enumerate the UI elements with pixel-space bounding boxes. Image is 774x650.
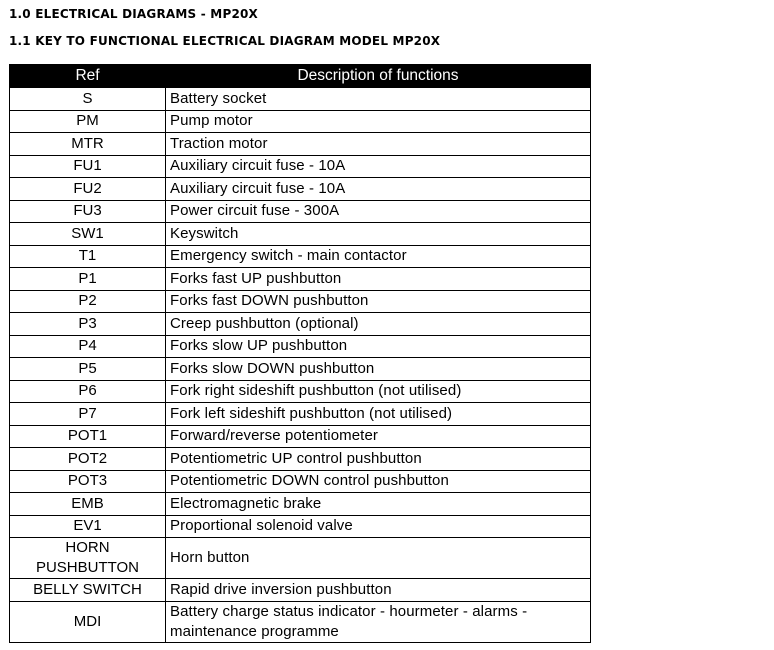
table-row bbox=[10, 515, 591, 538]
ref-cell: FU2 bbox=[10, 178, 166, 201]
table-row bbox=[10, 538, 591, 579]
ref-cell: P4 bbox=[10, 335, 166, 358]
ref-cell: MTR bbox=[10, 133, 166, 156]
description-column-header: Description of functions bbox=[166, 65, 591, 88]
description-cell: Forks slow UP pushbutton bbox=[166, 335, 591, 358]
table-header-row bbox=[10, 65, 591, 88]
table-row bbox=[10, 223, 591, 246]
ref-cell: POT3 bbox=[10, 470, 166, 493]
table-row bbox=[10, 178, 591, 201]
description-cell: Battery charge status indicator - hourmeter - alarms - maintenance programme bbox=[166, 601, 591, 642]
table-row bbox=[10, 358, 591, 381]
description-cell: Forward/reverse potentiometer bbox=[166, 425, 591, 448]
ref-cell: MDI bbox=[10, 601, 166, 642]
table-row bbox=[10, 155, 591, 178]
ref-cell: T1 bbox=[10, 245, 166, 268]
table-row bbox=[10, 313, 591, 336]
functions-key-table bbox=[9, 64, 591, 643]
ref-cell: P3 bbox=[10, 313, 166, 336]
ref-cell: FU1 bbox=[10, 155, 166, 178]
description-cell: Horn button bbox=[166, 538, 591, 579]
ref-cell: EV1 bbox=[10, 515, 166, 538]
description-cell: Emergency switch - main contactor bbox=[166, 245, 591, 268]
description-cell: Pump motor bbox=[166, 110, 591, 133]
ref-cell: EMB bbox=[10, 493, 166, 516]
table-row bbox=[10, 601, 591, 642]
ref-cell: P2 bbox=[10, 290, 166, 313]
ref-cell: BELLY SWITCH bbox=[10, 579, 166, 602]
ref-cell: P6 bbox=[10, 380, 166, 403]
table-row bbox=[10, 425, 591, 448]
description-cell: Auxiliary circuit fuse - 10A bbox=[166, 155, 591, 178]
description-cell: Rapid drive inversion pushbutton bbox=[166, 579, 591, 602]
ref-cell: P1 bbox=[10, 268, 166, 291]
table-row bbox=[10, 380, 591, 403]
description-cell: Fork right sideshift pushbutton (not utilised) bbox=[166, 380, 591, 403]
ref-cell: SW1 bbox=[10, 223, 166, 246]
table-row bbox=[10, 290, 591, 313]
description-cell: Electromagnetic brake bbox=[166, 493, 591, 516]
description-cell: Battery socket bbox=[166, 88, 591, 111]
description-cell: Forks fast DOWN pushbutton bbox=[166, 290, 591, 313]
description-cell: Proportional solenoid valve bbox=[166, 515, 591, 538]
table-row bbox=[10, 88, 591, 111]
table-row bbox=[10, 448, 591, 471]
table-body bbox=[10, 88, 591, 643]
ref-cell: P5 bbox=[10, 358, 166, 381]
ref-cell: POT2 bbox=[10, 448, 166, 471]
description-cell: Potentiometric DOWN control pushbutton bbox=[166, 470, 591, 493]
description-cell: Forks fast UP pushbutton bbox=[166, 268, 591, 291]
ref-cell: P7 bbox=[10, 403, 166, 426]
table-row bbox=[10, 335, 591, 358]
table-row bbox=[10, 579, 591, 602]
subsection-title: 1.1 KEY TO FUNCTIONAL ELECTRICAL DIAGRAM MODEL MP20X bbox=[9, 34, 441, 48]
description-cell: Forks slow DOWN pushbutton bbox=[166, 358, 591, 381]
ref-column-header: Ref bbox=[10, 65, 166, 88]
description-cell: Power circuit fuse - 300A bbox=[166, 200, 591, 223]
ref-cell: S bbox=[10, 88, 166, 111]
description-cell: Potentiometric UP control pushbutton bbox=[166, 448, 591, 471]
ref-cell: POT1 bbox=[10, 425, 166, 448]
description-cell: Fork left sideshift pushbutton (not utilised) bbox=[166, 403, 591, 426]
ref-cell: FU3 bbox=[10, 200, 166, 223]
description-cell: Creep pushbutton (optional) bbox=[166, 313, 591, 336]
table-row bbox=[10, 245, 591, 268]
table-row bbox=[10, 110, 591, 133]
table-row bbox=[10, 470, 591, 493]
table-row bbox=[10, 268, 591, 291]
table-row bbox=[10, 133, 591, 156]
description-cell: Traction motor bbox=[166, 133, 591, 156]
description-cell: Auxiliary circuit fuse - 10A bbox=[166, 178, 591, 201]
table-row bbox=[10, 493, 591, 516]
section-title: 1.0 ELECTRICAL DIAGRAMS - MP20X bbox=[9, 7, 258, 21]
table-row bbox=[10, 200, 591, 223]
ref-cell: PM bbox=[10, 110, 166, 133]
description-cell: Keyswitch bbox=[166, 223, 591, 246]
ref-cell: HORN PUSHBUTTON bbox=[10, 538, 166, 579]
table-row bbox=[10, 403, 591, 426]
